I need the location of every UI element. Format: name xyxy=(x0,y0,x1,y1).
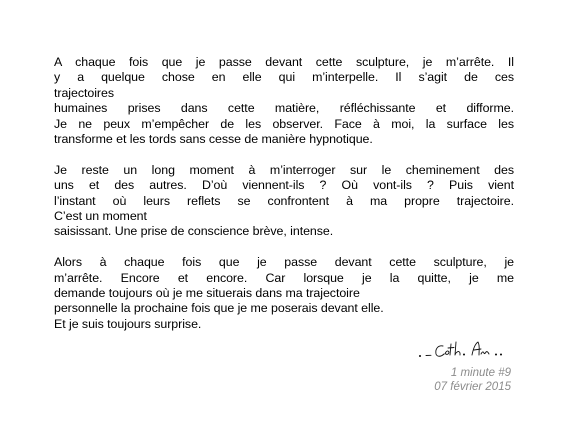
caption-date: 07 février 2015 xyxy=(434,380,511,393)
text-line: personnelle la prochaine fois que je me poserais devant elle. xyxy=(54,301,384,316)
text-line: humaines prises dans cette matière, réfléchissante et difforme. xyxy=(54,101,514,116)
text-line: l’instant où leurs reflets se confrontent à ma propre trajectoire. xyxy=(54,193,514,208)
paragraph-3 xyxy=(54,255,514,332)
text-line: m’arrête. Encore et encore. Car lorsque je la quitte, je me xyxy=(54,270,514,285)
signature-icon xyxy=(417,336,517,364)
caption xyxy=(434,367,511,394)
text-line: trajectoires xyxy=(54,85,114,100)
paragraph-2 xyxy=(54,163,514,240)
body-text xyxy=(54,55,514,348)
text-line: A chaque fois que je passe devant cette sculpture, je m’arrête. Il xyxy=(54,55,514,69)
text-line: uns et des autres. D’où viennent-ils ? Où vont-ils ? Puis vient xyxy=(54,178,514,193)
text-line: C’est un moment xyxy=(54,209,147,224)
text-line: y a quelque chose en elle qui m’interpelle. Il s’agit de ces xyxy=(54,70,514,85)
paragraph-1 xyxy=(54,55,514,147)
caption-duration: 1 minute #9 xyxy=(450,367,511,379)
text-line: saisissant. Une prise de conscience brève, intense. xyxy=(54,224,334,239)
text-line: Et je suis toujours surprise. xyxy=(54,316,202,331)
text-line: Alors à chaque fois que je passe devant cette sculpture, je xyxy=(54,255,514,270)
text-line: transforme et les tords sans cesse de manière hypnotique. xyxy=(54,132,373,147)
text-line: demande toujours où je me situerais dans ma trajectoire xyxy=(54,286,360,301)
text-line: Je reste un long moment à m’interroger sur le cheminement des xyxy=(54,162,514,177)
text-line: Je ne peux m’empêcher de les observer. Face à moi, la surface les xyxy=(54,116,514,131)
